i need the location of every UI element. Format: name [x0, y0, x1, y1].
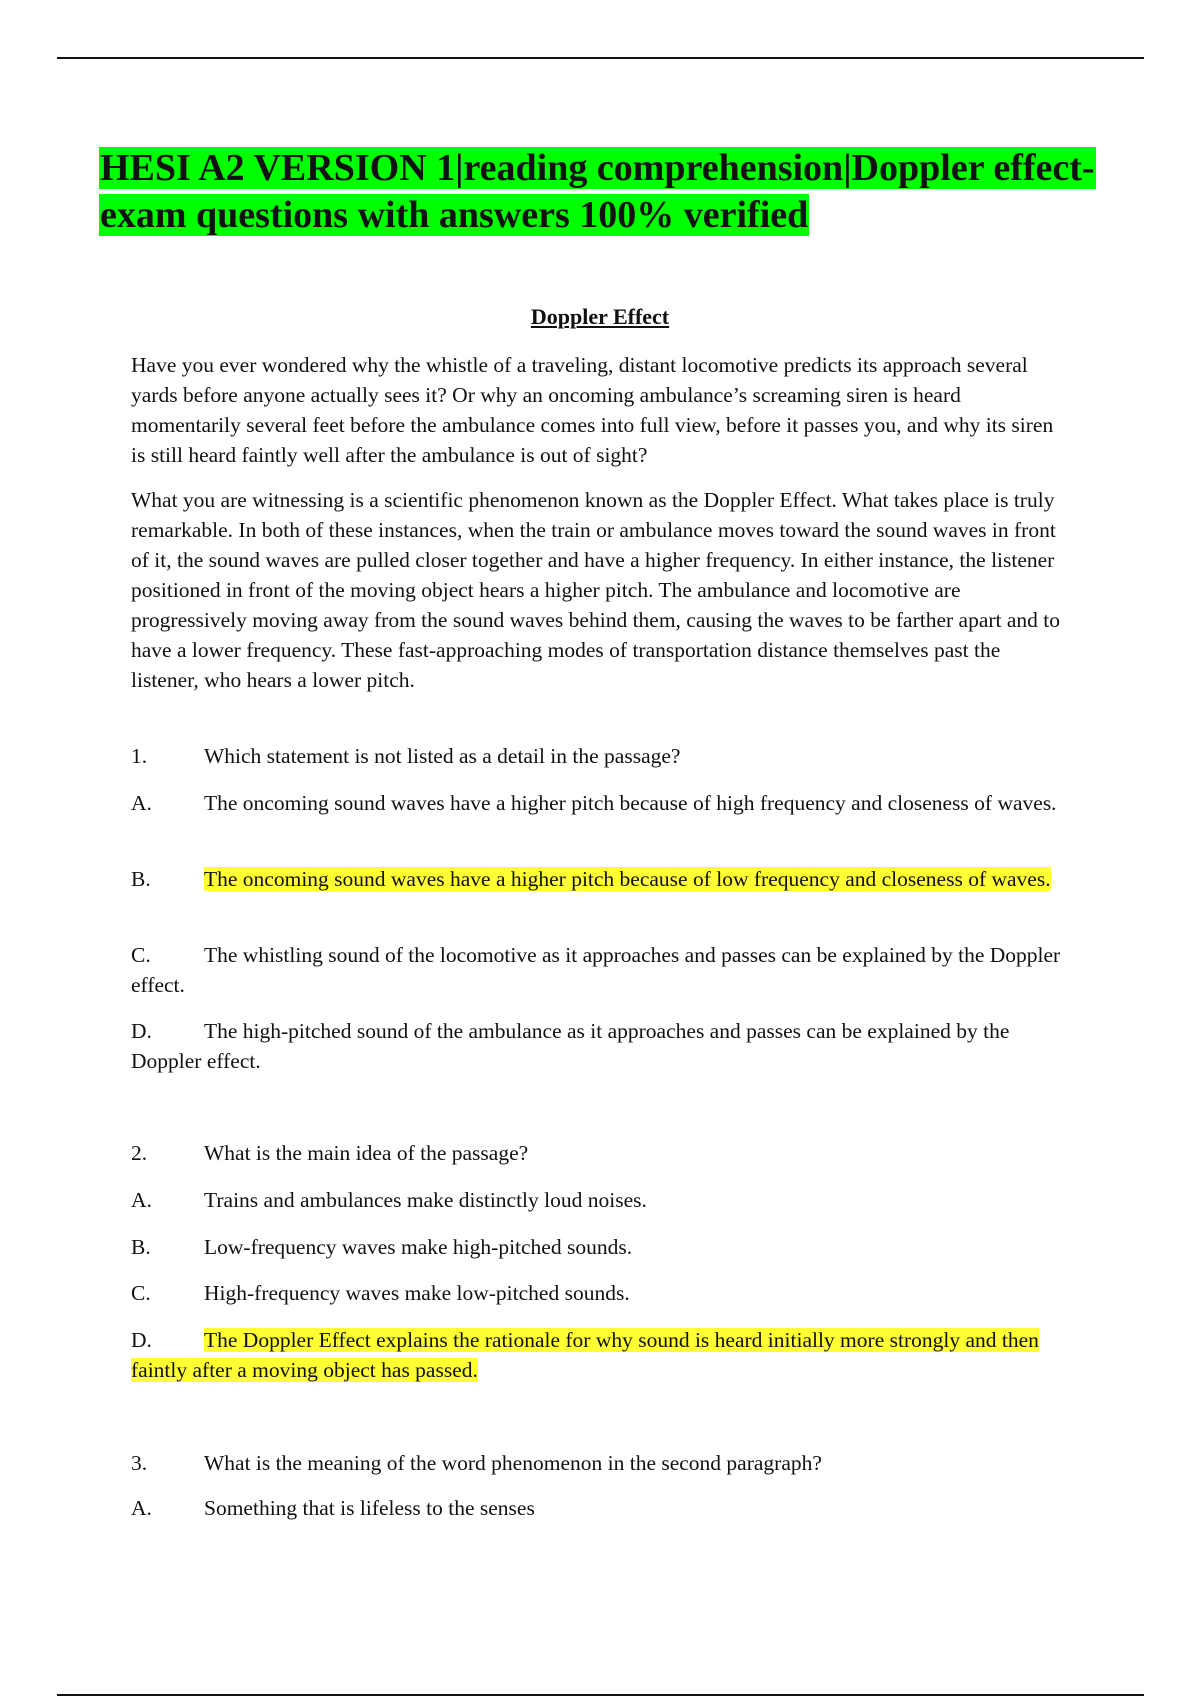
option-label: C.	[131, 943, 151, 967]
question-1-option-b	[131, 864, 1068, 894]
question-number: 2.	[131, 1141, 148, 1165]
question-1-option-a	[131, 788, 1068, 818]
question-number: 3.	[131, 1451, 148, 1475]
option-label: B.	[131, 867, 151, 891]
passage-paragraph-2: What you are witnessing is a scientific phenomenon known as the Doppler Effect. What takes place is truly remarkable. In both of these instances, when the train or ambulance moves toward the sound waves in front of it, the sound waves are pulled closer together and have a higher frequency. In either instance, the listener positioned in front of the moving object hears a higher pitch. The ambulance and locomotive are progressively moving away from the sound waves behind them, causing the waves to be farther apart and to have a lower frequency. These fast-approaching modes of transportation distance themselves past the listener, who hears a lower pitch.	[131, 488, 1061, 692]
answer-highlight: The oncoming sound waves have a higher pitch because of low frequency and closeness of waves.	[204, 867, 1051, 891]
passage-paragraph-1: Have you ever wondered why the whistle of a traveling, distant locomotive predicts its approach several yards before anyone actually sees it? Or why an oncoming ambulance’s screaming siren is heard momentarily several feet before the ambulance comes into full view, before it passes you, and why its siren is still heard faintly well after the ambulance is out of sight?	[131, 353, 1054, 467]
option-label: D.	[131, 1328, 152, 1352]
option-text: High-frequency waves make low-pitched sounds.	[204, 1281, 630, 1305]
document-title	[99, 145, 1099, 239]
question-2-option-c	[131, 1278, 1068, 1308]
option-label: D.	[131, 1019, 152, 1043]
answer-highlight: The Doppler Effect explains the rationale for why sound is heard initially more strongly and then faintly after a moving object has passed.	[131, 1328, 1039, 1382]
option-label: A.	[131, 1496, 152, 1520]
option-text: Something that is lifeless to the senses	[204, 1496, 535, 1520]
question-1-option-d	[131, 1016, 1068, 1076]
option-label: B.	[131, 1235, 151, 1259]
option-text: The oncoming sound waves have a higher pitch because of high frequency and closeness of waves.	[204, 791, 1057, 815]
header-rule	[57, 57, 1144, 59]
option-text: The whistling sound of the locomotive as it approaches and passes can be explained by the Doppler effect.	[131, 943, 1061, 997]
option-text: The high-pitched sound of the ambulance as it approaches and passes can be explained by the Doppler effect.	[131, 1019, 1010, 1073]
title-highlight: HESI A2 VERSION 1|reading comprehension|Doppler effect-exam questions with answers 100% verified	[100, 147, 1095, 236]
option-label: A.	[131, 791, 152, 815]
question-2	[131, 1138, 1068, 1168]
question-2-option-d	[131, 1325, 1068, 1385]
question-2-option-a	[131, 1185, 1068, 1215]
section-heading: Doppler Effect	[530, 304, 670, 329]
footer-rule	[57, 1694, 1144, 1696]
option-text: Low-frequency waves make high-pitched sounds.	[204, 1235, 633, 1259]
question-text: What is the main idea of the passage?	[204, 1141, 529, 1165]
option-label: C.	[131, 1281, 151, 1305]
question-1-option-c	[131, 940, 1068, 1000]
question-1	[131, 741, 1068, 771]
question-3-option-a	[131, 1493, 1068, 1523]
question-text: What is the meaning of the word phenomenon in the second paragraph?	[204, 1451, 822, 1475]
question-2-option-b	[131, 1232, 1068, 1262]
option-label: A.	[131, 1188, 152, 1212]
question-number: 1.	[131, 744, 148, 768]
question-text: Which statement is not listed as a detail in the passage?	[204, 744, 681, 768]
question-3	[131, 1448, 1068, 1478]
option-text: Trains and ambulances make distinctly loud noises.	[204, 1188, 647, 1212]
